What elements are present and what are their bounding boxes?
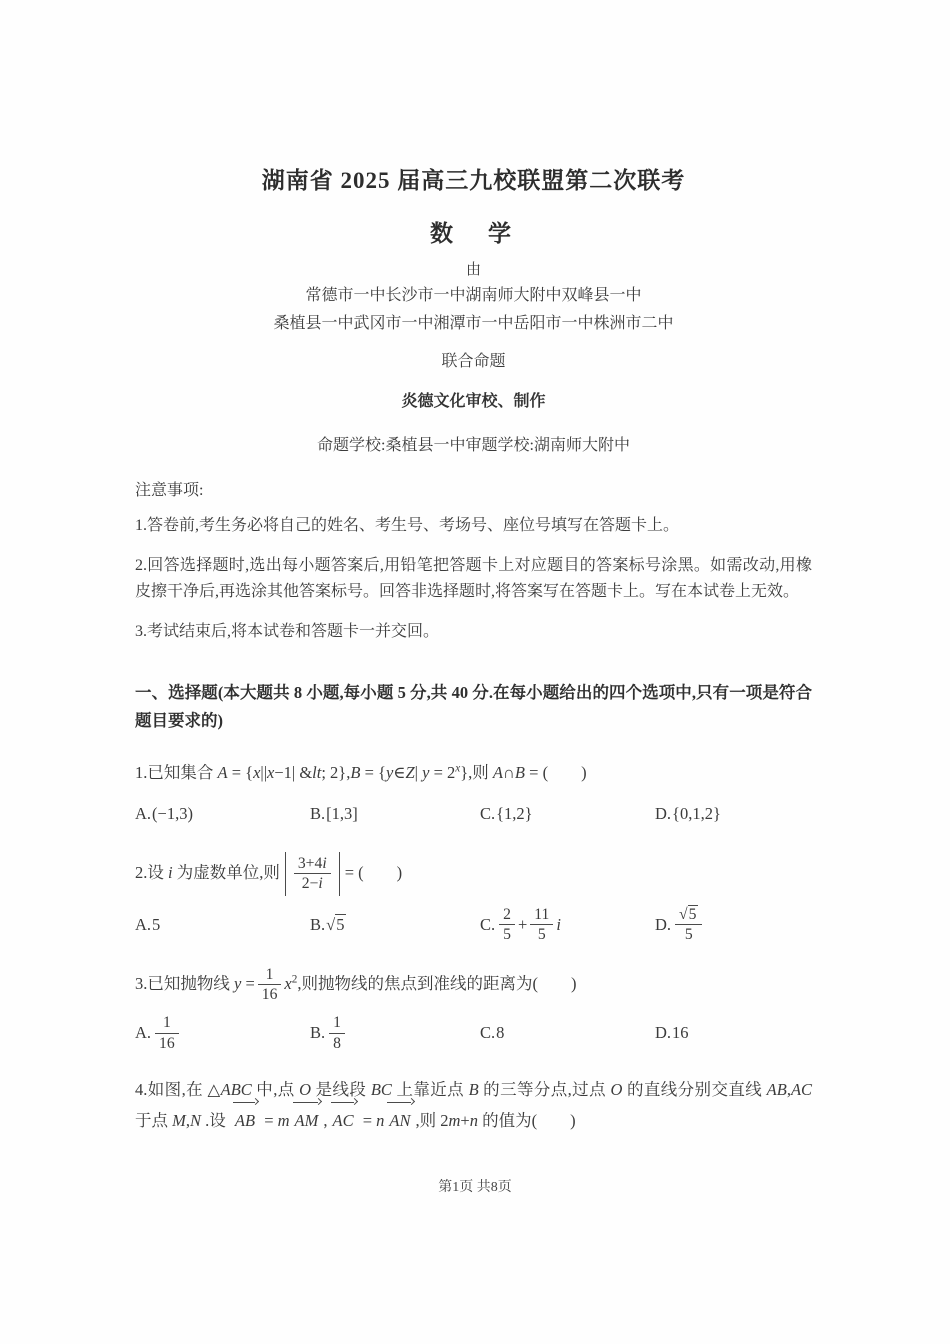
- txt-segment: 2.设 i 为虚数单位,则: [135, 862, 280, 882]
- option-a: [135, 909, 310, 940]
- sup-segment: x: [455, 762, 461, 775]
- abs-segment: [285, 852, 340, 896]
- txt-segment: ,: [323, 1111, 328, 1131]
- schools-line-2: 桑植县一中武冈市一中湘潭市一中岳阳市一中株洲市二中: [273, 315, 674, 333]
- question-1: [135, 757, 812, 830]
- option-label: A.: [135, 804, 152, 824]
- section-heading: 一、选择题(本大题共 8 小题,每小题 5 分,共 40 分.在每小题给出的四个选项中,只有一项是符合题目要求的): [135, 682, 812, 730]
- vec-segment: AM: [293, 1105, 321, 1136]
- txt-segment: 16: [672, 1023, 689, 1043]
- option-label: D.: [655, 915, 672, 935]
- txt-segment: {1,2}: [496, 804, 533, 824]
- txt-segment: {0,1,2}: [672, 804, 721, 824]
- page-content: [0, 162, 950, 1137]
- question-stem: [135, 852, 812, 896]
- frac-segment: $\frac{3+4i}{2-i}$: [294, 855, 331, 893]
- option-d: [655, 1017, 812, 1048]
- txt-segment: ,则抛物线的焦点到准线的距离为( ): [297, 973, 577, 993]
- txt-segment: 5: [152, 915, 161, 935]
- option-a: [135, 1014, 310, 1052]
- option-label: A.: [135, 1023, 152, 1043]
- frac-segment: $\frac{2}{5}$: [499, 906, 515, 944]
- notice-item-3: 3.考试结束后,将本试卷和答题卡一并交回。: [135, 622, 440, 640]
- txt-segment: 4.如图,在 △ABC 中,点 O 是线段 BC 上靠近点 B 的三等分点,过点 O 的直线分别交直线 AB,AC 于点 M,N .设: [135, 1080, 813, 1131]
- question-stem: [135, 966, 812, 1004]
- txt-segment: 8: [496, 1023, 505, 1043]
- byline: 由: [465, 262, 481, 278]
- txt-segment: 3.已知抛物线 y =: [135, 973, 255, 993]
- frac-segment: $\frac{11}{5}$: [530, 906, 553, 944]
- question-stem: [135, 1074, 812, 1137]
- producer-label: 炎德文化审校、制作: [401, 393, 546, 411]
- option-c: [480, 1017, 655, 1048]
- option-b: [310, 909, 480, 940]
- joint-proposition-label: 联合命题: [441, 353, 506, 371]
- option-label: C.: [480, 804, 496, 824]
- schools-line-1: 常德市一中长沙市一中湖南师大附中双峰县一中: [305, 287, 642, 304]
- options-row: [135, 1014, 812, 1052]
- question-2: [135, 852, 812, 944]
- frac-segment: $\frac{1}{16}$: [258, 966, 282, 1004]
- option-b: [310, 798, 480, 829]
- vec-segment: AC: [331, 1105, 356, 1136]
- notice-item-1: 1.答卷前,考生务必将自己的姓名、考生号、考场号、座位号填写在答题卡上。: [135, 517, 680, 535]
- setter-school-line: 命题学校:桑植县一中审题学校:湖南师大附中: [317, 437, 630, 455]
- txt-segment: i: [556, 915, 561, 935]
- questions-list: [135, 757, 812, 1137]
- vec-segment: AN: [387, 1105, 412, 1136]
- frac-segment: $\frac{1}{16}$: [155, 1014, 179, 1052]
- txt-segment: = ( ): [344, 862, 403, 882]
- txt-segment: (−1,3): [152, 804, 193, 824]
- option-label: B.: [310, 1023, 326, 1043]
- sup-segment: 2: [291, 973, 298, 986]
- frac-segment: $\frac{√5}{5}$: [675, 906, 702, 944]
- txt-segment: 1.已知集合 A = {x||x−1| &lt; 2},B = {y∈Z| y = 2: [135, 763, 456, 783]
- option-label: B.: [310, 915, 326, 935]
- txt-segment: ,则 2m+n 的值为( ): [415, 1111, 576, 1131]
- option-label: D.: [655, 1023, 672, 1043]
- txt-segment: },则 A∩B = ( ): [460, 763, 587, 783]
- option-c: [480, 798, 655, 829]
- option-label: B.: [310, 804, 326, 824]
- question-3: [135, 966, 812, 1052]
- option-label: C.: [480, 1023, 496, 1043]
- options-row: [135, 798, 812, 829]
- txt-segment: +: [517, 915, 528, 935]
- question-stem: [135, 757, 812, 788]
- txt-segment: x: [284, 973, 292, 993]
- option-a: [135, 798, 310, 829]
- option-label: C.: [480, 915, 496, 935]
- txt-segment: [1,3]: [326, 804, 358, 824]
- option-b: [310, 1014, 480, 1052]
- vec-segment: AB: [233, 1105, 257, 1136]
- exam-title: 湖南省 2025 届高三九校联盟第二次联考: [261, 168, 686, 193]
- txt-segment: = m: [260, 1111, 290, 1131]
- options-row: [135, 906, 812, 944]
- subject-title: 数 学: [430, 221, 517, 246]
- option-c: [480, 906, 655, 944]
- notice-item-2: 2.回答选择题时,选出每小题答案后,用铅笔把答题卡上对应题目的答案标号涂黑。如需改动,用橡皮擦干净后,再选涂其他答案标号。回答非选择题时,将答案写在答题卡上。写在本试卷上无效。: [135, 556, 812, 601]
- frac-segment: $\frac{1}{8}$: [329, 1014, 345, 1052]
- option-d: [655, 906, 812, 944]
- sqrt-segment: √5: [326, 915, 345, 935]
- txt-segment: = n: [358, 1111, 385, 1131]
- option-label: A.: [135, 915, 152, 935]
- option-d: [655, 798, 812, 829]
- question-4: [135, 1074, 812, 1137]
- page-number-footer: 第1页 共8页: [438, 1180, 512, 1195]
- option-label: D.: [655, 804, 672, 824]
- notices-heading: 注意事项:: [135, 482, 204, 500]
